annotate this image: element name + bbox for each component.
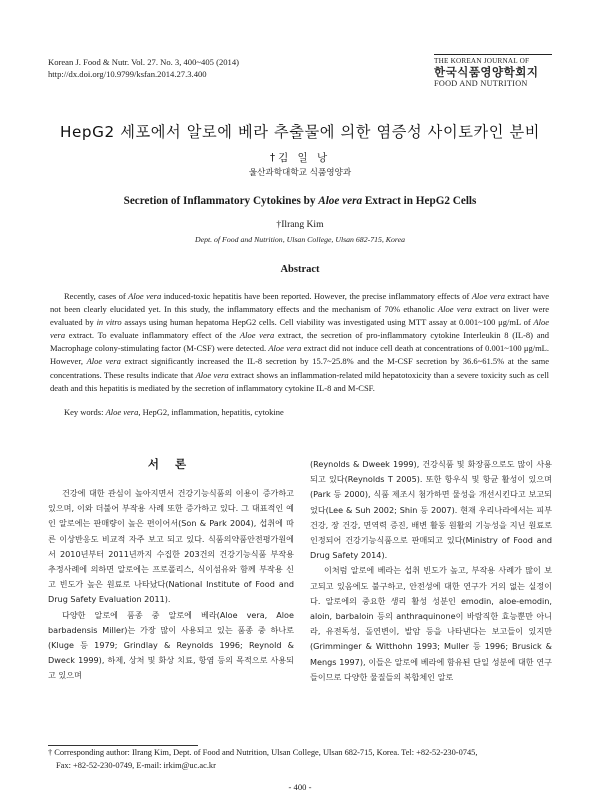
body-column-right bbox=[310, 457, 552, 685]
abstract-text-run: extract, the secretion of pro-inflammatory cytokine Interleukin 8 (IL-8) and Macrophage colony-stimulating factor (M-CSF) were detected. bbox=[50, 330, 549, 354]
abstract-italic-term: in vitro bbox=[96, 317, 122, 328]
abstract-text-run: extract shows an inflammation-related mild hepatotoxicity than a severe toxicity such as cell death and this hepatitis is mediated by the secretion of inflammatory cytokine IL-8 and M-CSF. bbox=[50, 369, 549, 393]
title-en-part-1: Secretion of Inflammatory Cytokines by bbox=[123, 195, 319, 207]
abstract-text-run: assays using human hepatoma HepG2 cells. Cell viability was investigated using MTT assay at 0.001~100 μg/mL of bbox=[121, 317, 534, 328]
abstract-text-run: extract on liver were evaluated by bbox=[50, 304, 549, 328]
header-citation bbox=[48, 56, 239, 80]
body-paragraph: 다양한 알로에 품종 중 알로에 베라(Aloe vera, Aloe barbadensis Miller)는 가장 많이 사용되고 있는 품종 중 하나로(Kluge 등 1979; Grindlay & Reynolds 1996; Reynold & Dweck 1999), 하제, 상처 및 화상 치료, 항염 등의 목적으로 사용되고 있으며 bbox=[48, 609, 294, 681]
author-korean: †김 일 낭 bbox=[269, 152, 331, 164]
title-en-species: Aloe vera bbox=[318, 195, 363, 207]
keywords-list: , HepG2, inflammation, hepatitis, cytokine bbox=[138, 407, 284, 417]
abstract-paragraph bbox=[50, 290, 549, 395]
journal-name-ko: 한국식품영양학회지 bbox=[434, 65, 539, 79]
body-paragraph: (Reynolds & Dweek 1999), 건강식품 및 화장품으로도 많이 사용되고 있다(Reynolds T 2005). 또한 항우식 및 항균 활성이 있으며(Park 등 2000), 식품 제조시 첨가하면 물성을 개선시킨다고 보고되었다(Lee & Suh 2002; Shin 등 2007). 현재 우리나라에서는 피부 건강, 장 건강, 면역력 증진, 배변 활동 원활의 기능성을 지닌 원료로 인정되어 건강기능식품으로 판매되고 있다(Ministry of Food and Drug Safety 2014). bbox=[310, 459, 552, 561]
body-paragraph: 이처럼 알로에 베라는 섭취 빈도가 높고, 부작용 사례가 많이 보고되고 있음에도 불구하고, 안전성에 대한 연구가 거의 없는 실정이다. 알로에의 중요한 생리 활성 성분인 emodin, aloe-emodin, aloin, barbaloin 등의 anthraquinone이 바람직한 효능뿐만 아니라, 유전독성, 돌연변이, 발암 등을 나타낸다는 보고들이 있지만(Grimminger & Witthohn 1993; Muller 등 1996; Brusick & Mengs 1997), 이들은 알로에 베라에 함유된 단일 성분에 대한 연구들이므로 다양한 물질들의 복합체인 알로 bbox=[310, 565, 552, 682]
doi-link[interactable]: http://dx.doi.org/10.9799/ksfan.2014.27.3.400 bbox=[48, 69, 207, 79]
abstract-heading: Abstract bbox=[280, 264, 320, 275]
abstract-italic-term: Aloe vera bbox=[437, 304, 472, 315]
citation-text: Korean J. Food & Nutr. Vol. 27. No. 3, 400~405 (2014) bbox=[48, 57, 240, 67]
abstract-body bbox=[50, 290, 549, 395]
abstract-text-run: extract have not been clearly elucidated yet. In this study, the inflammatory effects and the mechanism of 70% ethanolic bbox=[50, 291, 549, 315]
abstract-text-run: extract. To evaluate inflammatory effect of the bbox=[65, 330, 240, 341]
abstract-text-run: extract significantly increased the IL-8 secretion by 15.7~25.8% and the M-CSF secretion by 36.6~61.5% at the same concentrations. These results indicate that bbox=[50, 356, 550, 380]
keywords-label: Key words: bbox=[64, 407, 106, 417]
keywords bbox=[64, 407, 549, 417]
abstract-italic-term: Aloe vera bbox=[86, 356, 121, 367]
body-column-left bbox=[48, 486, 294, 684]
journal-name-en-top: THE KOREAN JOURNAL OF bbox=[434, 57, 530, 65]
journal-logo bbox=[434, 54, 552, 88]
abstract-italic-term: Aloe vera bbox=[50, 317, 549, 341]
abstract-italic-term: Aloe vera bbox=[128, 291, 162, 301]
title-en-part-2: Extract in HepG2 Cells bbox=[362, 195, 477, 207]
abstract-italic-term: Aloe vera bbox=[195, 369, 229, 380]
author-english: †Ilrang Kim bbox=[276, 219, 324, 230]
abstract-text-run: extract did not induce cell death at concentrations of 0.001~100 μg/mL. However, bbox=[50, 343, 549, 367]
affiliation-english: Dept. of Food and Nutrition, Ulsan College, Ulsan 682-715, Korea bbox=[194, 235, 405, 244]
abstract-text-run: induced-toxic hepatitis have been reported. However, the precise inflammatory effects of bbox=[161, 291, 472, 301]
title-english bbox=[0, 195, 600, 207]
footnote bbox=[48, 747, 552, 772]
page-number: - 400 - bbox=[288, 782, 312, 792]
abstract-italic-term: Aloe vera bbox=[239, 330, 275, 341]
affiliation-korean: 울산과학대학교 식품영양과 bbox=[248, 168, 352, 178]
body-paragraph: 건강에 대한 관심이 높아지면서 건강기능식품의 이용이 증가하고 있으며, 이와 더불어 부작용 사례 또한 증가하고 있다. 그 대표적인 예인 알로에는 판매량이 높은 편이어서(Son & Park 2004), 섭취에 따른 이상반응도 비교적 자주 보고 되고 있다. 식품의약품안전평가원에서 2010년부터 2011년까지 수집한 203건의 건강기능식품 부작용 추정사례에 의하면 알로에는 프로폴리스, 식이섬유와 함께 부작용 신고 빈도가 높은 원료로 나타났다(National Institute of Food and Drug Safety Evaluation 2011). bbox=[48, 488, 294, 605]
section-title-introduction: 서 론 bbox=[147, 457, 193, 471]
abstract-text-run: Recently, cases of bbox=[64, 291, 129, 301]
journal-name-en-bottom: FOOD AND NUTRITION bbox=[434, 79, 528, 88]
abstract-italic-term: Aloe vera bbox=[268, 343, 302, 354]
title-korean: HepG2 세포에서 알로에 베라 추출물에 의한 염증성 사이토카인 분비 bbox=[59, 123, 541, 141]
keywords-species: Aloe vera bbox=[105, 407, 139, 417]
footnote-divider bbox=[48, 745, 198, 746]
abstract-italic-term: Aloe vera bbox=[471, 291, 505, 301]
footnote-line-2: Fax: +82-52-230-0749, E-mail: irkim@uc.ac.kr bbox=[56, 760, 216, 770]
footnote-line-1: † Corresponding author: Ilrang Kim, Dept. of Food and Nutrition, Ulsan College, Ulsan 682-715, Korea. Tel: +82-52-230-0745, bbox=[48, 748, 478, 757]
